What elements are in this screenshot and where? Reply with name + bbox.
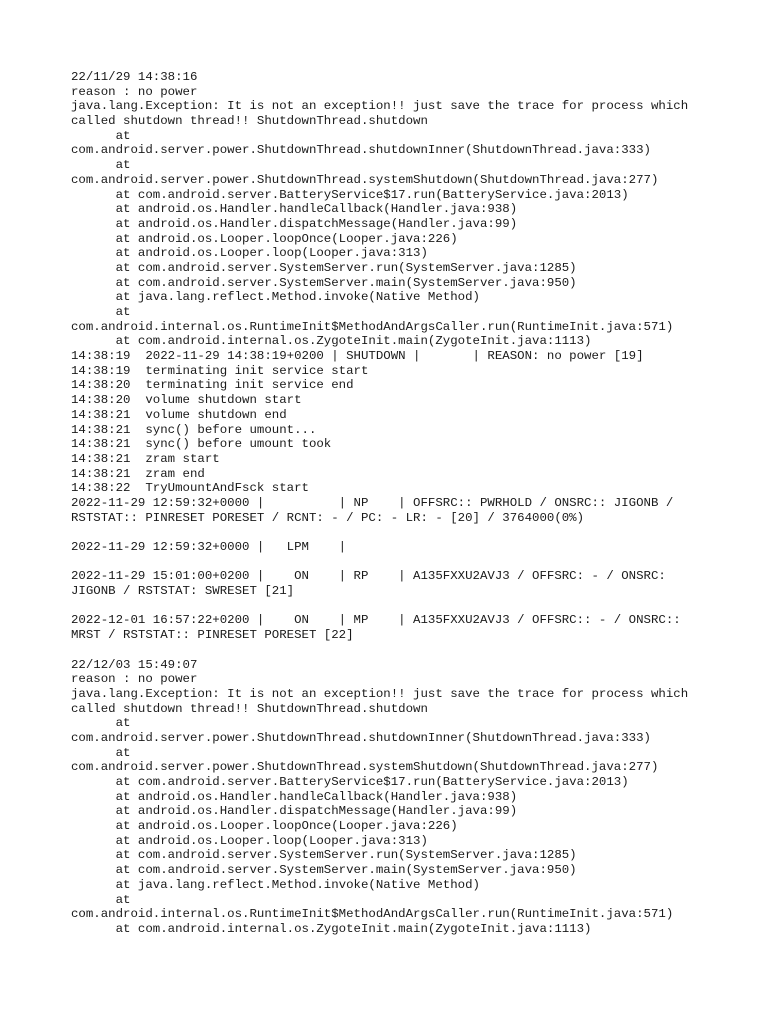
document-page — [71, 70, 751, 937]
shutdown-log: 22/11/29 14:38:16 reason : no power java.lang.Exception: It is not an exception!! just save the trace for process which called shutdown thread!! ShutdownThread.shutdown at com.android.server.power.ShutdownThread.shutdownInner(ShutdownThread.java:333) at com.android.server.power.ShutdownThread.systemShutdown(ShutdownThread.java:277) at com.android.server.BatteryService$17.run(BatteryService.java:2013) at android.os.Handler.handleCallback(Handler.java:938) at android.os.Handler.dispatchMessage(Handler.java:99) at android.os.Looper.loopOnce(Looper.java:226) at android.os.Looper.loop(Looper.java:313) at com.android.server.SystemServer.run(SystemServer.java:1285) at com.android.server.SystemServer.main(SystemServer.java:950) at java.lang.reflect.Method.invoke(Native Method) at com.android.internal.os.RuntimeInit$MethodAndArgsCaller.run(RuntimeInit.java:571) at com.android.internal.os.ZygoteInit.main(ZygoteInit.java:1113) 14:38:19 2022-11-29 14:38:19+0200 | SHUTDOWN | | REASON: no power [19] 14:38:19 terminating init service start 14:38:20 terminating init service end 14:38:20 volume shutdown start 14:38:21 volume shutdown end 14:38:21 sync() before umount... 14:38:21 sync() before umount took 14:38:21 zram start 14:38:21 zram end 14:38:22 TryUmountAndFsck start 2022-11-29 12:59:32+0000 | | NP | OFFSRC:: PWRHOLD / ONSRC:: JIGONB / RSTSTAT:: PINRESET PORESET / RCNT: - / PC: - LR: - [20] / 3764000(0%) 2022-11-29 12:59:32+0000 | LPM | 2022-11-29 15:01:00+0200 | ON | RP | A135FXXU2AVJ3 / OFFSRC: - / ONSRC: JIGONB / RSTSTAT: SWRESET [21] 2022-12-01 16:57:22+0200 | ON | MP | A135FXXU2AVJ3 / OFFSRC:: - / ONSRC:: MRST / RSTSTAT:: PINRESET PORESET [22] 22/12/03 15:49:07 reason : no power java.lang.Exception: It is not an exception!! just save the trace for process which called shutdown thread!! ShutdownThread.shutdown at com.android.server.power.ShutdownThread.shutdownInner(ShutdownThread.java:333) at com.android.server.power.ShutdownThread.systemShutdown(ShutdownThread.java:277) at com.android.server.BatteryService$17.run(BatteryService.java:2013) at android.os.Handler.handleCallback(Handler.java:938) at android.os.Handler.dispatchMessage(Handler.java:99) at android.os.Looper.loopOnce(Looper.java:226) at android.os.Looper.loop(Looper.java:313) at com.android.server.SystemServer.run(SystemServer.java:1285) at com.android.server.SystemServer.main(SystemServer.java:950) at java.lang.reflect.Method.invoke(Native Method) at com.android.internal.os.RuntimeInit$MethodAndArgsCaller.run(RuntimeInit.java:571) at com.android.internal.os.ZygoteInit.main(ZygoteInit.java:1113) — [71, 70, 689, 936]
